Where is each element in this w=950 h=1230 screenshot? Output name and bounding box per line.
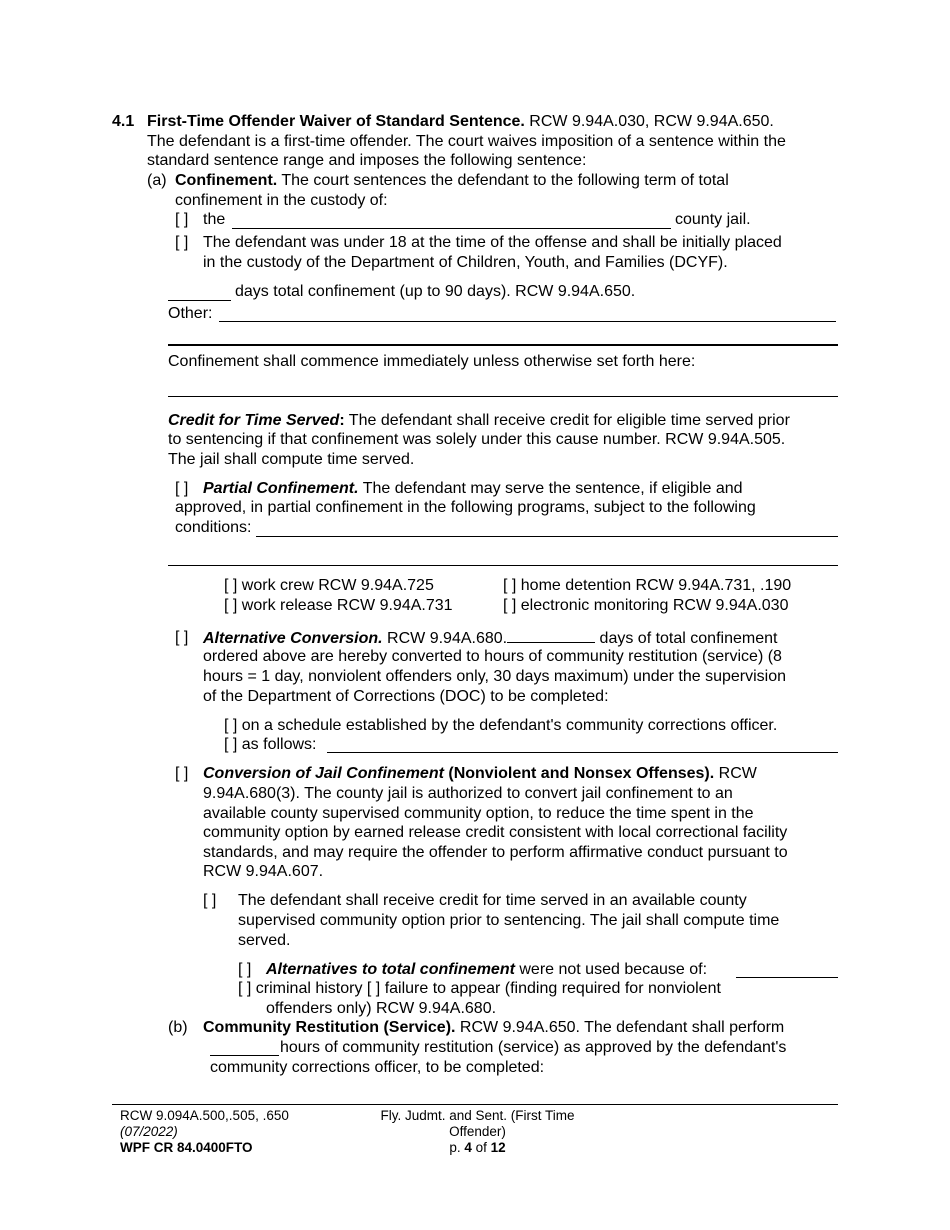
restitution-title: Community Restitution (Service).: [203, 1019, 456, 1036]
jail-conversion-text-2: 9.94A.680(3). The county jail is authorized to convert jail confinement to an: [203, 785, 733, 802]
section-number: 4.1: [112, 113, 135, 130]
county-credit-text-3: served.: [238, 932, 291, 949]
days-field[interactable]: [168, 300, 231, 301]
footer-date: (07/2022): [120, 1124, 178, 1139]
alt-conversion-title: Alternative Conversion.: [203, 630, 383, 647]
footer-form-number: WPF CR 84.0400FTO: [120, 1140, 253, 1155]
footer-divider: [112, 1104, 838, 1105]
section-heading: [147, 112, 847, 132]
restitution-text-2: hours of community restitution (service) as approved by the defendant's: [280, 1039, 787, 1056]
county-credit-text-2: supervised community option prior to sentencing. The jail shall compute time: [238, 912, 780, 929]
credit-heading: Credit for Time Served: The defendant shall receive credit for eligible time served prior: [168, 412, 790, 429]
county-credit-checkbox[interactable]: [ ]: [203, 892, 217, 909]
alternatives-checkbox[interactable]: [ ]: [238, 961, 252, 978]
footer-rcw: RCW 9.094A.500,.505, .650: [120, 1108, 289, 1123]
partial-checkbox[interactable]: [ ]: [175, 480, 189, 497]
alt-conversion-text-4: of the Department of Corrections (DOC) to be completed:: [203, 688, 609, 705]
jail-conversion-heading: Conversion of Jail Confinement (Nonviolent and Nonsex Offenses). RCW: [203, 765, 757, 782]
partial-text-3: conditions:: [175, 519, 252, 536]
county-jail-checkbox[interactable]: [ ]: [175, 211, 189, 228]
section-intro-2: standard sentence range and imposes the following sentence:: [147, 152, 587, 169]
as-follows-checkbox[interactable]: [ ] as follows:: [224, 736, 317, 753]
footer-page-number: p. 4 of 12: [449, 1140, 506, 1155]
jail-conversion-text-3: available county supervised community option, to reduce the time spent in the: [203, 805, 754, 822]
partial-text-2: approved, in partial confinement in the following programs, subject to the following: [175, 499, 756, 516]
jail-conversion-text-4: community option by earned release credit consistent with local correctional facility: [203, 824, 788, 841]
commence-label: Confinement shall commence immediately unless otherwise set forth here:: [168, 353, 696, 370]
county-credit-text-1: The defendant shall receive credit for time served in an available county: [238, 892, 747, 909]
section-rcw: RCW 9.94A.030, RCW 9.94A.650.: [524, 113, 774, 130]
failure-to-appear-text-2: offenders only) RCW 9.94A.680.: [266, 1000, 497, 1017]
dcyf-checkbox[interactable]: [ ]: [175, 234, 189, 251]
alt-conversion-text-2: ordered above are hereby converted to hours of community restitution (service) (8: [203, 648, 782, 665]
partial-title: Partial Confinement.: [203, 480, 359, 497]
restitution-hours-field[interactable]: [210, 1055, 279, 1056]
footer-title-1: Fly. Judmt. and Sent. (First Time: [380, 1108, 575, 1123]
b-label: (b): [168, 1019, 188, 1036]
partial-heading: Partial Confinement. The defendant may serve the sentence, if eligible and: [203, 480, 743, 497]
confinement-heading: Confinement. The court sentences the defendant to the following term of total: [175, 172, 729, 189]
other-field-line-2[interactable]: [168, 344, 838, 346]
county-name-field[interactable]: [232, 228, 671, 229]
conditions-field[interactable]: [256, 536, 838, 537]
county-jail-the: the: [203, 211, 226, 228]
home-detention-checkbox[interactable]: [ ] home detention RCW 9.94A.731, .190: [503, 577, 792, 594]
dcyf-text-2: in the custody of the Department of Children, Youth, and Families (DCYF).: [203, 254, 728, 271]
criminal-history-options[interactable]: [ ] criminal history [ ] failure to appear (finding required for nonviolent: [238, 980, 721, 997]
county-jail-label: county jail.: [675, 211, 751, 228]
alt-conversion-text-3: hours = 1 day, nonviolent offenders only, 30 days maximum) under the supervision: [203, 668, 786, 685]
restitution-heading: Community Restitution (Service). RCW 9.94A.650. The defendant shall perform: [203, 1019, 785, 1036]
as-follows-field[interactable]: [327, 752, 838, 753]
alternatives-heading: Alternatives to total confinement were not used because of:: [266, 961, 708, 978]
confinement-text-2: confinement in the custody of:: [175, 192, 388, 209]
credit-text-3: The jail shall compute time served.: [168, 451, 415, 468]
alternatives-field[interactable]: [736, 977, 838, 978]
jail-conversion-text-6: RCW 9.94A.607.: [203, 863, 324, 880]
work-release-checkbox[interactable]: [ ] work release RCW 9.94A.731: [224, 597, 453, 614]
confinement-title: Confinement.: [175, 172, 278, 189]
other-field[interactable]: [219, 321, 836, 322]
a-label: (a): [147, 172, 167, 189]
credit-text-2: to sentencing if that confinement was solely under this cause number. RCW 9.94A.505.: [168, 431, 786, 448]
dcyf-text-1: The defendant was under 18 at the time of the offense and shall be initially placed: [203, 234, 782, 251]
work-crew-checkbox[interactable]: [ ] work crew RCW 9.94A.725: [224, 577, 434, 594]
alternatives-title: Alternatives to total confinement: [266, 961, 515, 978]
days-total-label: days total confinement (up to 90 days). RCW 9.94A.650.: [235, 283, 636, 300]
restitution-text-3: community corrections officer, to be completed:: [210, 1059, 545, 1076]
alt-days-field[interactable]: [507, 628, 595, 643]
conditions-field-line-2[interactable]: [168, 565, 838, 566]
credit-title: Credit for Time Served: [168, 412, 340, 429]
schedule-checkbox[interactable]: [ ] on a schedule established by the defendant's community corrections officer.: [224, 717, 778, 734]
section-title: First-Time Offender Waiver of Standard Sentence.: [147, 113, 525, 130]
commence-field[interactable]: [168, 396, 838, 397]
jail-conversion-text-5: standards, and may require the offender to perform affirmative conduct pursuant to: [203, 844, 788, 861]
jail-conversion-title: Conversion of Jail Confinement: [203, 765, 444, 782]
electronic-monitoring-checkbox[interactable]: [ ] electronic monitoring RCW 9.94A.030: [503, 597, 789, 614]
jail-conversion-checkbox[interactable]: [ ]: [175, 765, 189, 782]
section-intro-1: The defendant is a first-time offender. The court waives imposition of a sentence within the: [147, 133, 786, 150]
alt-conversion-heading: Alternative Conversion. RCW 9.94A.680. days of total confinement: [203, 630, 778, 647]
alt-conversion-checkbox[interactable]: [ ]: [175, 629, 189, 646]
footer-title-2: Offender): [449, 1124, 506, 1139]
other-label: Other:: [168, 305, 213, 322]
